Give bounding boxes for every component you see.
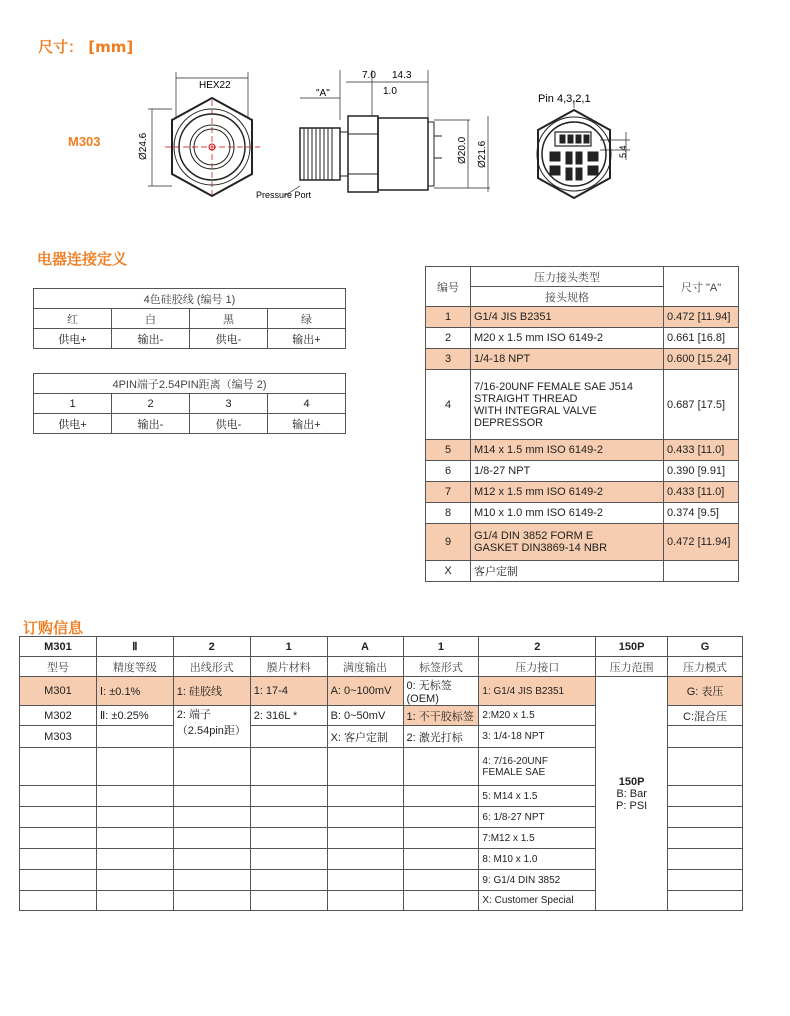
- cable-value: 供电-: [190, 329, 268, 349]
- order-cell: [668, 807, 743, 828]
- cable-header: 黑: [190, 309, 268, 329]
- connector-row: [426, 503, 739, 524]
- connector-size: 0.472 [11.94]: [664, 524, 739, 561]
- order-cell: [403, 748, 479, 786]
- pin-table-title: 4PIN端子2.54PIN距离（编号 2): [34, 374, 346, 394]
- order-cell: 2: 316L *: [250, 706, 327, 726]
- connector-spec: 1/4-18 NPT: [471, 349, 664, 370]
- col-no-header: 编号: [426, 267, 471, 307]
- order-cell: 1: 硅胶线: [173, 677, 250, 706]
- order-cell: [668, 891, 743, 911]
- order-header: 出线形式: [173, 657, 250, 677]
- order-cell: [668, 849, 743, 870]
- order-cell: [403, 786, 479, 807]
- connector-row: [426, 524, 739, 561]
- order-cell: [327, 891, 403, 911]
- connector-row: [426, 328, 739, 349]
- order-cell: M301: [20, 677, 97, 706]
- order-cell: [96, 807, 173, 828]
- order-cell: M303: [20, 726, 97, 748]
- connector-spec: M12 x 1.5 mm ISO 6149-2: [471, 482, 664, 503]
- order-title: 订购信息: [23, 619, 84, 637]
- order-header: 型号: [20, 657, 97, 677]
- dim-143: 14.3: [392, 70, 412, 81]
- order-cell: [403, 891, 479, 911]
- connector-spec: G1/4 DIN 3852 FORM E GASKET DIN3869-14 NBR: [471, 524, 664, 561]
- order-cell: 1: 17-4: [250, 677, 327, 706]
- order-header: 压力范围: [596, 657, 668, 677]
- dia-216-dim: Ø21.6: [477, 140, 488, 168]
- order-cell: [250, 870, 327, 891]
- cable-value: 输出+: [268, 329, 346, 349]
- order-cell: [327, 870, 403, 891]
- pin-value: 供电+: [34, 414, 112, 434]
- order-cell: [327, 828, 403, 849]
- cable-table: [33, 288, 346, 349]
- order-cell: [173, 807, 250, 828]
- order-cell: [20, 786, 97, 807]
- order-cell: [96, 891, 173, 911]
- order-code: M301: [20, 637, 97, 657]
- order-cell: [403, 870, 479, 891]
- pin-value: 供电-: [190, 414, 268, 434]
- pin-value: 输出+: [268, 414, 346, 434]
- order-cell: 0: 无标签(OEM): [403, 677, 479, 706]
- order-cell: [20, 828, 97, 849]
- order-cell: Ⅱ: ±0.25%: [96, 706, 173, 726]
- connector-no: 6: [426, 461, 471, 482]
- order-header: 精度等级: [96, 657, 173, 677]
- connector-row: [426, 349, 739, 370]
- order-cell: [173, 891, 250, 911]
- connector-spec: M14 x 1.5 mm ISO 6149-2: [471, 440, 664, 461]
- connector-spec: 7/16-20UNF FEMALE SAE J514 STRAIGHT THREAD WITH INTEGRAL VALVE DEPRESSOR: [471, 370, 664, 440]
- order-cell: 8: M10 x 1.0: [479, 849, 596, 870]
- connector-size: 0.661 [16.8]: [664, 328, 739, 349]
- pressure-range-cell: [596, 677, 668, 911]
- order-cell: Ⅰ: ±0.1%: [96, 677, 173, 706]
- connector-row: [426, 561, 739, 582]
- order-cell: [403, 807, 479, 828]
- order-cell: 1: 不干胶标签: [403, 706, 479, 726]
- order-header: 压力接口: [479, 657, 596, 677]
- order-code: 1: [250, 637, 327, 657]
- connector-size: 0.600 [15.24]: [664, 349, 739, 370]
- order-cell: [250, 726, 327, 748]
- order-cell: [250, 786, 327, 807]
- order-cell: B: 0~50mV: [327, 706, 403, 726]
- order-cell: [403, 828, 479, 849]
- connector-size: 0.472 [11.94]: [664, 307, 739, 328]
- order-cell: C:混合压: [668, 706, 743, 726]
- order-cell: [327, 786, 403, 807]
- range-psi: P: PSI: [616, 799, 648, 812]
- order-cell: [668, 726, 743, 748]
- cable-header: 白: [112, 309, 190, 329]
- pin-header: 1: [34, 394, 112, 414]
- order-cell: [173, 786, 250, 807]
- order-cell: [96, 870, 173, 891]
- technical-drawing: [0, 60, 790, 210]
- order-cell: [668, 870, 743, 891]
- order-cell: [96, 849, 173, 870]
- connector-no: 7: [426, 482, 471, 503]
- pin-header: 2: [112, 394, 190, 414]
- electrical-title: 电器连接定义: [37, 250, 128, 268]
- cable-header: 绿: [268, 309, 346, 329]
- dimension-title: 尺寸： [mm]: [38, 38, 134, 56]
- cable-value: 输出-: [112, 329, 190, 349]
- order-header: 压力模式: [668, 657, 743, 677]
- order-cell: 7:M12 x 1.5: [479, 828, 596, 849]
- order-cell: 1: G1/4 JIS B2351: [479, 677, 596, 706]
- order-cell: [668, 828, 743, 849]
- rear-view: [537, 100, 630, 198]
- connector-no: 5: [426, 440, 471, 461]
- order-cell: 2: 端子 （2.54pin距）: [173, 706, 250, 748]
- connector-size: 0.433 [11.0]: [664, 440, 739, 461]
- order-cell: [173, 849, 250, 870]
- order-cell: [96, 748, 173, 786]
- order-cell: 3: 1/4-18 NPT: [479, 726, 596, 748]
- order-cell: A: 0~100mV: [327, 677, 403, 706]
- connector-row: [426, 307, 739, 328]
- dia-20-dim: Ø20.0: [457, 136, 468, 164]
- order-cell: [20, 807, 97, 828]
- pressure-port-label: Pressure Port: [256, 190, 312, 200]
- dim-1: 1.0: [383, 86, 397, 97]
- connector-no: 9: [426, 524, 471, 561]
- order-code: Ⅱ: [96, 637, 173, 657]
- connector-row: [426, 461, 739, 482]
- order-cell: [668, 748, 743, 786]
- order-cell: [250, 891, 327, 911]
- pin-table: [33, 373, 346, 434]
- order-cell: M302: [20, 706, 97, 726]
- connector-row: [426, 482, 739, 503]
- order-cell: [403, 849, 479, 870]
- order-header: 膜片材料: [250, 657, 327, 677]
- pin-header: 3: [190, 394, 268, 414]
- connector-size: 0.390 [9.91]: [664, 461, 739, 482]
- order-cell: 5: M14 x 1.5: [479, 786, 596, 807]
- order-cell: [327, 807, 403, 828]
- order-table: [19, 636, 743, 911]
- connector-no: 2: [426, 328, 471, 349]
- order-cell: 9: G1/4 DIN 3852: [479, 870, 596, 891]
- pin-header: 4: [268, 394, 346, 414]
- connector-row: [426, 440, 739, 461]
- connector-size: [664, 561, 739, 582]
- cable-header: 红: [34, 309, 112, 329]
- order-cell: [20, 748, 97, 786]
- order-cell: [173, 870, 250, 891]
- order-cell: [20, 870, 97, 891]
- order-cell: [96, 828, 173, 849]
- order-cell: [250, 828, 327, 849]
- order-cell: [327, 849, 403, 870]
- connector-spec: 1/8-27 NPT: [471, 461, 664, 482]
- connector-spec: 客户定制: [471, 561, 664, 582]
- order-cell: 2:M20 x 1.5: [479, 706, 596, 726]
- order-code: G: [668, 637, 743, 657]
- model-label: M303: [68, 134, 101, 149]
- cable-table-title: 4色硅胶线 (编号 1): [34, 289, 346, 309]
- order-cell: 6: 1/8-27 NPT: [479, 807, 596, 828]
- connector-size: 0.433 [11.0]: [664, 482, 739, 503]
- cable-value: 供电+: [34, 329, 112, 349]
- order-header: 满度输出: [327, 657, 403, 677]
- order-cell: [20, 849, 97, 870]
- connector-row: [426, 370, 739, 440]
- order-cell: [20, 891, 97, 911]
- hex-dim: HEX22: [199, 80, 231, 91]
- connector-spec: M20 x 1.5 mm ISO 6149-2: [471, 328, 664, 349]
- connector-spec: M10 x 1.0 mm ISO 6149-2: [471, 503, 664, 524]
- col-size-header: 尺寸 "A": [664, 267, 739, 307]
- order-code: 1: [403, 637, 479, 657]
- connector-no: X: [426, 561, 471, 582]
- order-cell: [96, 786, 173, 807]
- pin-value: 输出-: [112, 414, 190, 434]
- order-cell: 2: 激光打标: [403, 726, 479, 748]
- order-cell: [96, 726, 173, 748]
- order-cell: [250, 807, 327, 828]
- col-type-header: 压力接头类型: [471, 267, 664, 287]
- connector-no: 8: [426, 503, 471, 524]
- order-cell: X: 客户定制: [327, 726, 403, 748]
- order-code: 2: [173, 637, 250, 657]
- range-bar: B: Bar: [616, 787, 647, 800]
- dim-a: "A": [316, 88, 330, 99]
- order-code: A: [327, 637, 403, 657]
- front-dia-dim: Ø24.6: [138, 132, 149, 160]
- order-cell: [250, 748, 327, 786]
- col-spec-header: 接头规格: [471, 287, 664, 307]
- dim-54: 5.4: [618, 145, 628, 158]
- order-cell: [250, 849, 327, 870]
- connector-no: 1: [426, 307, 471, 328]
- order-cell: [173, 828, 250, 849]
- order-cell: [327, 748, 403, 786]
- order-cell: G: 表压: [668, 677, 743, 706]
- order-header: 标签形式: [403, 657, 479, 677]
- order-cell: X: Customer Special: [479, 891, 596, 911]
- connector-size: 0.687 [17.5]: [664, 370, 739, 440]
- order-code: 2: [479, 637, 596, 657]
- order-code: 150P: [596, 637, 668, 657]
- connector-size: 0.374 [9.5]: [664, 503, 739, 524]
- connector-no: 4: [426, 370, 471, 440]
- order-cell: [173, 748, 250, 786]
- connector-spec: G1/4 JIS B2351: [471, 307, 664, 328]
- connector-table: [425, 266, 739, 582]
- order-cell: [668, 786, 743, 807]
- pin-label: Pin 4,3,2,1: [538, 93, 591, 105]
- order-cell: 4: 7/16-20UNF FEMALE SAE: [479, 748, 596, 786]
- dim-7: 7.0: [362, 70, 376, 81]
- range-title: 150P: [618, 775, 645, 788]
- connector-no: 3: [426, 349, 471, 370]
